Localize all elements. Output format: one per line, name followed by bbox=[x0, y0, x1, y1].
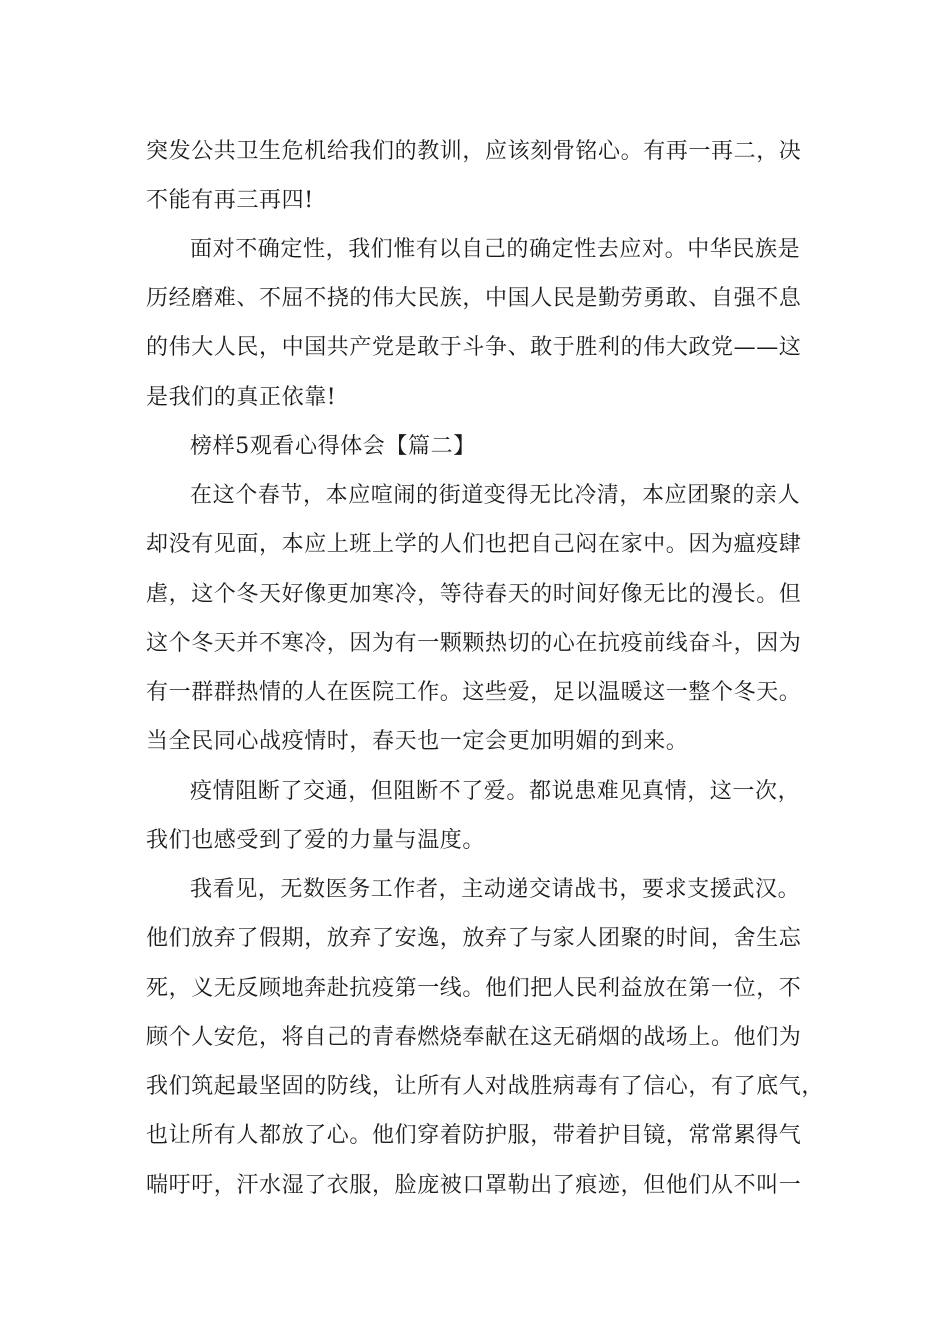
text-line: 我看见，无数医务工作者，主动递交请战书，要求支援武汉。 bbox=[190, 877, 801, 902]
text-line: 这个冬天并不寒冷，因为有一颗颗热切的心在抗疫前线奋斗，因为 bbox=[146, 631, 802, 656]
text-line: 在这个春节，本应喧闹的街道变得无比冷清，本应团聚的亲人 bbox=[190, 483, 801, 508]
text-line: 的伟大人民，中国共产党是敢于斗争、敢于胜利的伟大政党——这 bbox=[146, 335, 802, 360]
text-line: 我们筑起最坚固的防线，让所有人对战胜病毒有了信心，有了底气， bbox=[146, 1074, 825, 1099]
text-line: 也让所有人都放了心。他们穿着防护服，带着护目镜，常常累得气 bbox=[146, 1123, 802, 1148]
text-line: 虐，这个冬天好像更加寒冷，等待春天的时间好像无比的漫长。但 bbox=[146, 582, 802, 607]
text-line: 当全民同心战疫情时，春天也一定会更加明媚的到来。 bbox=[146, 729, 689, 754]
text-line: 历经磨难、不屈不挠的伟大民族，中国人民是勤劳勇敢、自强不息 bbox=[146, 286, 802, 311]
text-line: 却没有见面，本应上班上学的人们也把自己闷在家中。因为瘟疫肆 bbox=[146, 532, 802, 557]
text-line: 顾个人安危，将自己的青春燃烧奉献在这无硝烟的战场上。他们为 bbox=[146, 1025, 802, 1050]
text-line: 有一群群热情的人在医院工作。这些爱，足以温暖这一整个冬天。 bbox=[146, 680, 802, 705]
text-line: 面对不确定性，我们惟有以自己的确定性去应对。中华民族是 bbox=[190, 237, 801, 262]
text-line: 疫情阻断了交通，但阻断不了爱。都说患难见真情，这一次， bbox=[190, 779, 801, 804]
text-line: 是我们的真正依靠! bbox=[146, 385, 337, 410]
text-line: 死，义无反顾地奔赴抗疫第一线。他们把人民利益放在第一位，不 bbox=[146, 976, 802, 1001]
text-line: 我们也感受到了爱的力量与温度。 bbox=[146, 828, 486, 853]
section-heading: 榜样5观看心得体会【篇二】 bbox=[190, 434, 476, 459]
text-line: 不能有再三再四! bbox=[146, 188, 314, 213]
text-line: 喘吁吁，汗水湿了衣服，脸庞被口罩勒出了痕迹，但他们从不叫一 bbox=[146, 1173, 802, 1198]
text-line: 突发公共卫生危机给我们的教训，应该刻骨铭心。有再一再二，决 bbox=[146, 139, 802, 164]
text-line: 他们放弃了假期，放弃了安逸，放弃了与家人团聚的时间，舍生忘 bbox=[146, 926, 802, 951]
